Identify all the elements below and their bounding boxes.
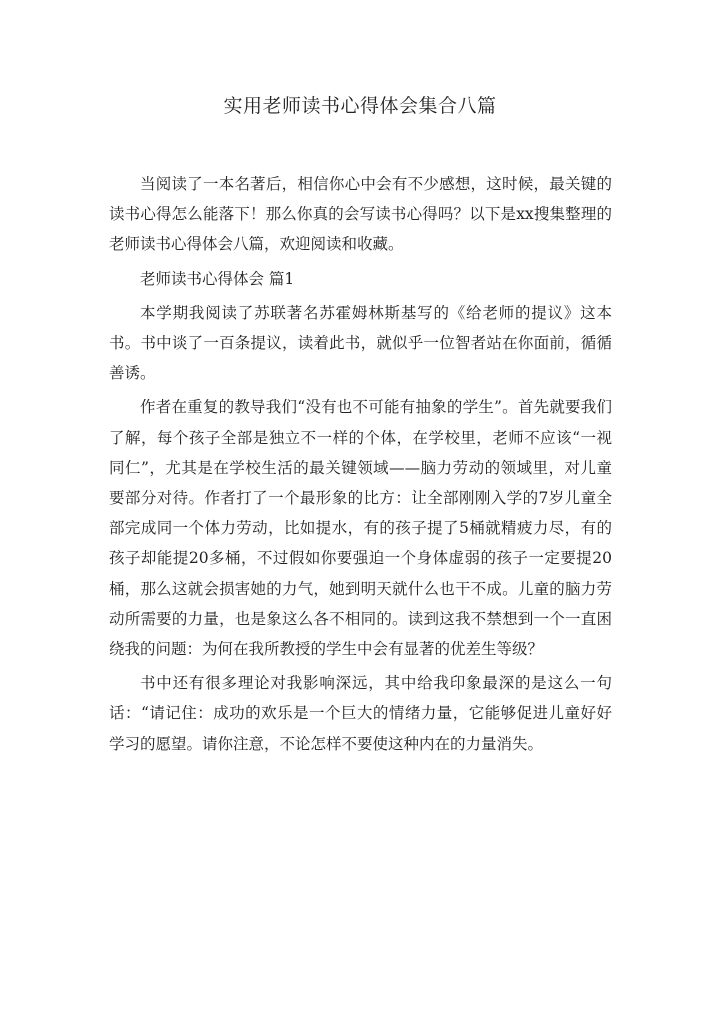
intro-paragraph: 当阅读了一本名著后，相信你心中会有不少感想，这时候，最关键的读书心得怎么能落下！那么你真的会写读书心得吗？以下是xx搜集整理的老师读书心得体会八篇，欢迎阅读和收藏。	[109, 175, 612, 254]
body-paragraph: 书中还有很多理论对我影响深远，其中给我印象最深的是这么一句话：“请记住：成功的欢乐是一个巨大的情绪力量，它能够促进儿童好好学习的愿望。请你注意，不论怎样不要使这种内在的力量消失。	[109, 674, 612, 753]
document-title: 实用老师读书心得体会集合八篇	[223, 95, 497, 117]
section-heading: 老师读书心得体会 篇1	[140, 269, 295, 288]
body-paragraph: 本学期我阅读了苏联著名苏霍姆林斯基写的《给老师的提议》这本书。书中谈了一百条提议，读着此书，就似乎一位智者站在你面前，循循善诱。	[109, 303, 612, 383]
body-paragraph: 作者在重复的教导我们“没有也不可能有抽象的学生”。首先就要我们了解，每个孩子全部是独立不一样的个体，在学校里，老师不应该“一视同仁”，尤其是在学校生活的最关键领域——脑力劳动的领域里，对儿童要部分对待。作者打了一个最形象的比方：让全部刚刚入学的7岁儿童全部完成同一个体力劳动，比如提水，有的孩子提了5桶就精疲力尽，有的孩子却能提20多桶，不过假如你要强迫一个身体虚弱的孩子一定要提20桶，那么这就会损害她的力气，她到明天就什么也干不成。儿童的脑力劳动所需要的力量，也是象这么各不相同的。读到这我不禁想到一个一直困绕我的问题：为何在我所教授的学生中会有显著的优差生等级？	[109, 398, 612, 659]
document-body	[109, 169, 612, 763]
